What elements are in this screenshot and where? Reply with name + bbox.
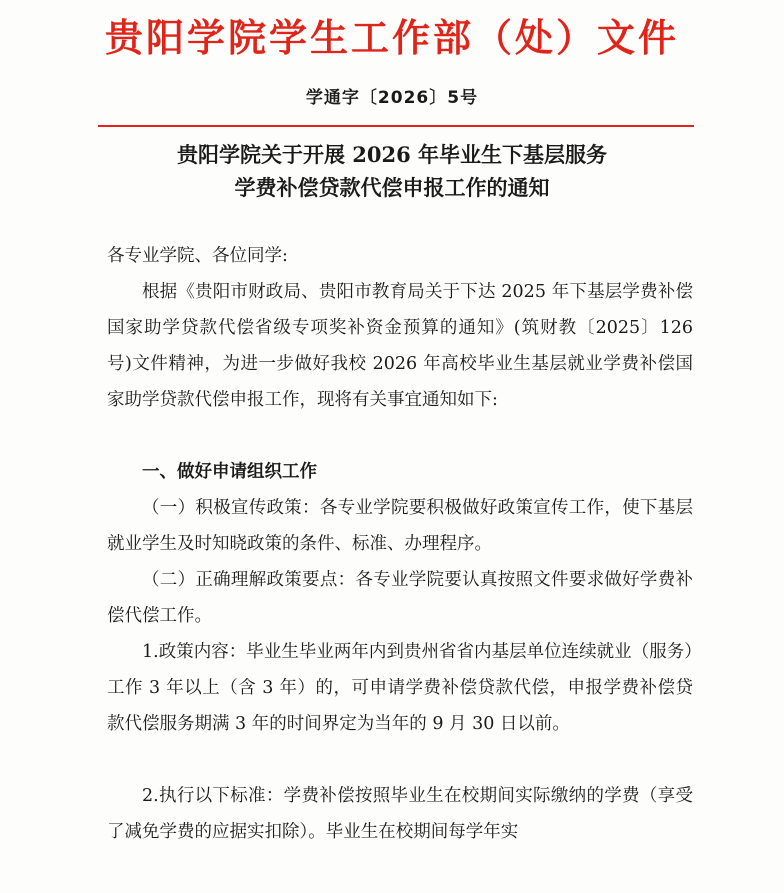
section-heading-1: 一、做好申请组织工作 bbox=[142, 462, 317, 482]
notice-title bbox=[0, 138, 784, 204]
document-number: 学通字〔2026〕5号 bbox=[305, 88, 479, 108]
notice-title-line-2: 学费补偿贷款代偿申报工作的通知 bbox=[234, 175, 550, 200]
item-1-paragraph: （一）积极宣传政策：各专业学院要积极做好政策宣传工作，使下基层就业学生及时知晓政策的条件、标准、办理程序。 bbox=[107, 498, 693, 554]
salutation: 各专业学院、各位同学: bbox=[107, 246, 288, 266]
red-divider-line bbox=[98, 125, 694, 127]
point-1-paragraph: 1.政策内容：毕业生毕业两年内到贵州省省内基层单位连续就业（服务）工作 3 年以上（含 3 年）的，可申请学费补偿贷款代偿，申报学费补偿贷款代偿服务期满 3 年的时间界定为当年的 9 月 30 日以前。 bbox=[107, 642, 693, 734]
point-2-paragraph: 2.执行以下标准：学费补偿按照毕业生在校期间实际缴纳的学费（享受了减免学费的应据实扣除）。毕业生在校期间每学年实 bbox=[107, 786, 693, 842]
item-2-paragraph: （二）正确理解政策要点：各专业学院要认真按照文件要求做好学费补偿代偿工作。 bbox=[107, 570, 693, 626]
notice-title-line-1: 贵阳学院关于开展 2026 年毕业生下基层服务 bbox=[176, 142, 608, 167]
document-issuer-title: 贵阳学院学生工作部（处）文件 bbox=[104, 15, 679, 60]
intro-paragraph: 根据《贵阳市财政局、贵阳市教育局关于下达 2025 年下基层学费补偿国家助学贷款代偿省级专项奖补资金预算的通知》(筑财教〔2025〕126 号)文件精神，为进一步做好我校 2026 年高校毕业生基层就业学费补偿国家助学贷款代偿申报工作，现将有关事宜通知如下: bbox=[107, 282, 693, 410]
